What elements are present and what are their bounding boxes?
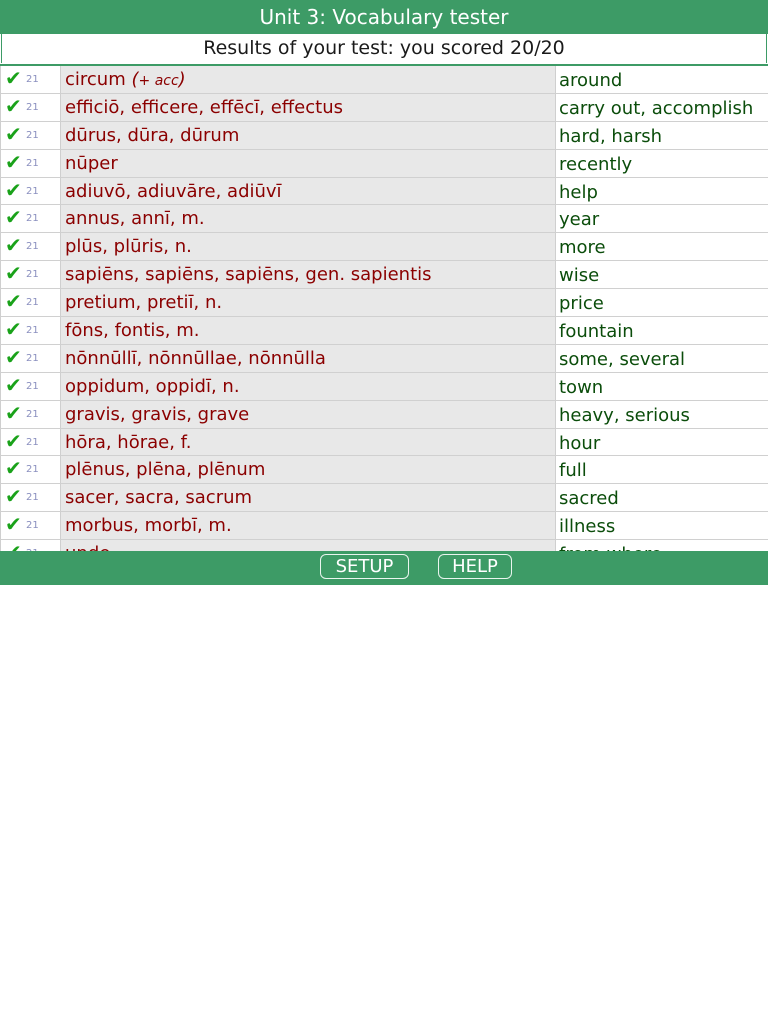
english-meaning: heavy, serious — [556, 401, 768, 429]
latin-word: plūs, plūris, n. — [65, 236, 192, 258]
latin-word: morbus, morbī, m. — [65, 515, 232, 537]
result-mark-cell — [0, 317, 61, 345]
vocab-row — [0, 289, 768, 317]
checkmark-icon: ✔ — [5, 484, 22, 509]
english-meaning: illness — [556, 512, 768, 540]
vocab-row — [0, 429, 768, 457]
english-meaning: hour — [556, 429, 768, 457]
vocab-row — [0, 317, 768, 345]
english-meaning: help — [556, 178, 768, 206]
latin-word-cell — [61, 205, 556, 233]
latin-word-cell — [61, 345, 556, 373]
checkmark-icon: ✔ — [5, 261, 22, 286]
latin-word-cell — [61, 261, 556, 289]
checkmark-icon: ✔ — [5, 121, 22, 146]
checkmark-icon: ✔ — [5, 456, 22, 481]
attempt-count: 21 — [26, 213, 39, 225]
vocab-row — [0, 205, 768, 233]
checkmark-icon: ✔ — [5, 289, 22, 314]
result-mark-cell — [0, 429, 61, 457]
latin-word: nōnnūllī, nōnnūllae, nōnnūlla — [65, 347, 326, 369]
checkmark-icon: ✔ — [5, 372, 22, 397]
latin-word: fōns, fontis, m. — [65, 320, 200, 342]
checkmark-icon: ✔ — [5, 428, 22, 453]
latin-word-cell — [61, 456, 556, 484]
checkmark-icon: ✔ — [5, 205, 22, 230]
result-mark-cell — [0, 401, 61, 429]
page-title: Unit 3: Vocabulary tester — [0, 0, 768, 34]
result-mark-cell — [0, 66, 61, 94]
vocab-row — [0, 345, 768, 373]
latin-word-cell — [61, 401, 556, 429]
attempt-count: 21 — [26, 185, 39, 197]
result-mark-cell — [0, 512, 61, 540]
latin-word: hōra, hōrae, f. — [65, 431, 192, 453]
result-mark-cell — [0, 178, 61, 206]
checkmark-icon: ✔ — [5, 149, 22, 174]
result-mark-cell — [0, 122, 61, 150]
checkmark-icon: ✔ — [5, 93, 22, 118]
footer-toolbar — [0, 551, 768, 585]
attempt-count: 21 — [26, 297, 39, 309]
latin-word-cell: circum (+ acc) — [61, 66, 556, 94]
checkmark-icon: ✔ — [5, 344, 22, 369]
checkmark-icon: ✔ — [5, 177, 22, 202]
vocab-row — [0, 456, 768, 484]
latin-word-cell — [61, 94, 556, 122]
latin-word: pretium, pretiī, n. — [65, 292, 223, 314]
english-meaning: town — [556, 373, 768, 401]
latin-word: sapiēns, sapiēns, sapiēns, gen. sapientis — [65, 264, 432, 286]
vocabulary-results-list[interactable] — [0, 64, 768, 551]
attempt-count: 21 — [26, 101, 39, 113]
attempt-count: 21 — [26, 520, 39, 532]
latin-word: gravis, gravis, grave — [65, 403, 250, 425]
latin-word-cell — [61, 484, 556, 512]
vocab-row — [0, 94, 768, 122]
attempt-count: 21 — [26, 352, 39, 364]
latin-word-cell — [61, 289, 556, 317]
latin-word: plēnus, plēna, plēnum — [65, 459, 266, 481]
latin-word-cell — [61, 317, 556, 345]
setup-button[interactable]: SETUP — [320, 554, 409, 579]
result-mark-cell — [0, 94, 61, 122]
latin-word: nūper — [65, 152, 118, 174]
attempt-count: 21 — [26, 74, 39, 85]
vocab-row — [0, 401, 768, 429]
english-meaning: around — [556, 66, 768, 94]
latin-word-cell — [61, 233, 556, 261]
attempt-count: 21 — [26, 464, 39, 476]
english-meaning: carry out, accomplish — [556, 94, 768, 122]
latin-word-cell — [61, 178, 556, 206]
attempt-count: 21 — [26, 380, 39, 392]
result-mark-cell — [0, 233, 61, 261]
english-meaning: fountain — [556, 317, 768, 345]
english-meaning: recently — [556, 150, 768, 178]
latin-word: sacer, sacra, sacrum — [65, 487, 253, 509]
result-mark-cell — [0, 373, 61, 401]
checkmark-icon: ✔ — [5, 233, 22, 258]
attempt-count: 21 — [26, 408, 39, 420]
english-meaning: full — [556, 456, 768, 484]
checkmark-icon: ✔ — [5, 317, 22, 342]
english-meaning: some, several — [556, 345, 768, 373]
grammar-note: + acc — [138, 73, 179, 89]
attempt-count: 21 — [26, 157, 39, 169]
vocab-row — [0, 66, 768, 94]
latin-word: adiuvō, adiuvāre, adiūvī — [65, 180, 282, 202]
latin-word: annus, annī, m. — [65, 208, 205, 230]
result-mark-cell — [0, 150, 61, 178]
english-meaning: year — [556, 205, 768, 233]
vocab-row — [0, 484, 768, 512]
vocab-row — [0, 178, 768, 206]
vocab-row — [0, 150, 768, 178]
english-meaning: price — [556, 289, 768, 317]
attempt-count: 21 — [26, 241, 39, 253]
latin-word: circum — [65, 69, 126, 90]
checkmark-icon: ✔ — [5, 400, 22, 425]
checkmark-icon: ✔ — [5, 512, 22, 537]
vocab-row — [0, 261, 768, 289]
latin-word-cell — [61, 373, 556, 401]
result-mark-cell — [0, 345, 61, 373]
results-summary: Results of your test: you scored 20/20 — [1, 34, 767, 63]
result-mark-cell — [0, 484, 61, 512]
attempt-count: 21 — [26, 492, 39, 504]
latin-word-cell — [61, 512, 556, 540]
latin-word-cell — [61, 150, 556, 178]
english-meaning: more — [556, 233, 768, 261]
vocab-row — [0, 512, 768, 540]
result-mark-cell — [0, 456, 61, 484]
help-button[interactable]: HELP — [438, 554, 512, 579]
checkmark-icon: ✔ — [5, 66, 22, 90]
vocab-row — [0, 122, 768, 150]
latin-word: oppidum, oppidī, n. — [65, 375, 240, 397]
english-meaning: sacred — [556, 484, 768, 512]
attempt-count: 21 — [26, 269, 39, 281]
vocab-row — [0, 373, 768, 401]
latin-word: dūrus, dūra, dūrum — [65, 124, 240, 146]
english-meaning: hard, harsh — [556, 122, 768, 150]
vocab-row — [0, 233, 768, 261]
latin-word: efficiō, efficere, effēcī, effectus — [65, 96, 343, 118]
latin-word-cell — [61, 122, 556, 150]
attempt-count: 21 — [26, 325, 39, 337]
latin-word-cell — [61, 429, 556, 457]
english-meaning: wise — [556, 261, 768, 289]
result-mark-cell — [0, 205, 61, 233]
attempt-count: 21 — [26, 436, 39, 448]
result-mark-cell — [0, 261, 61, 289]
attempt-count: 21 — [26, 129, 39, 141]
result-mark-cell — [0, 289, 61, 317]
